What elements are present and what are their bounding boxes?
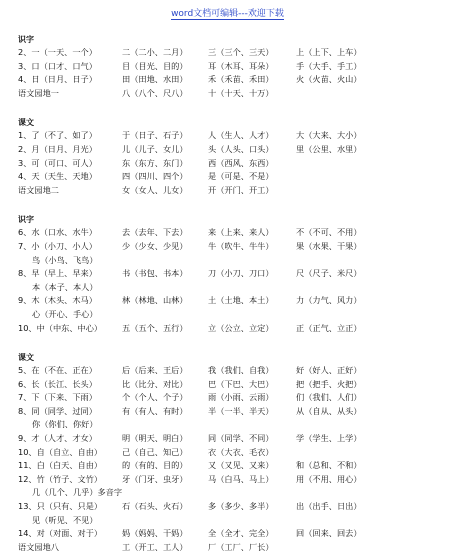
- vocab-entry: 马（白马、马上）: [208, 473, 274, 484]
- vocab-entry: 后（后来、王后）: [122, 365, 188, 376]
- vocab-row: [18, 309, 448, 323]
- vocab-entry: 立（公立、立定）: [208, 322, 274, 333]
- vocab-entry: 八（八个、尺八）: [122, 87, 188, 98]
- vocab-row: [18, 487, 448, 501]
- vocab-entry: 6、长（长江、长头）: [18, 378, 97, 389]
- vocab-entry: 本（本子、本人）: [32, 281, 98, 292]
- vocab-entry: 人（生人、人才）: [208, 130, 274, 141]
- vocab-entry: 3、可（可口、可人）: [18, 157, 97, 168]
- section-title: 识字: [18, 215, 34, 225]
- vocab-entry: 去（去年、下去）: [122, 227, 188, 238]
- vocab-entry: 7、下（下来、下雨）: [18, 392, 97, 403]
- vocab-entry: 有（有人、有时）: [122, 405, 188, 416]
- vocab-row: [18, 74, 448, 88]
- vocab-entry: 比（比分、对比）: [122, 378, 188, 389]
- vocab-row: [18, 185, 448, 199]
- vocab-entry: 见（听见、不见）: [32, 514, 98, 525]
- vocab-entry: 十（十天、十万）: [208, 87, 274, 98]
- vocab-entry: 13、只（只有、只是）: [18, 501, 103, 512]
- vocab-entry: 力（力气、风力）: [296, 295, 362, 306]
- vocab-entry: 好（好人、正好）: [296, 365, 362, 376]
- vocab-entry: 14、对（对面、对于）: [18, 528, 103, 539]
- vocab-entry: 女（女人、儿女）: [122, 184, 188, 195]
- vocab-entry: 来（上来、来人）: [208, 227, 274, 238]
- vocab-entry: 们（我们、人们）: [296, 392, 362, 403]
- vocab-entry: 10、中（中东、中心）: [18, 322, 103, 333]
- vocab-entry: 衣（大衣、毛衣）: [208, 446, 274, 457]
- vocab-row: [18, 158, 448, 172]
- vocab-entry: 6、水（口水、水牛）: [18, 227, 97, 238]
- vocab-entry: 回（回来、回去）: [296, 528, 362, 539]
- vocab-entry: 大（大来、大小）: [296, 130, 362, 141]
- vocab-entry: 禾（禾苗、禾田）: [208, 74, 274, 85]
- vocab-entry: 里（公里、水里）: [296, 143, 362, 154]
- vocab-entry: 刀（小刀、刀口）: [208, 268, 274, 279]
- vocab-entry: 鸟（小鸟、飞鸟）: [32, 254, 98, 265]
- vocab-entry: 东（东方、东门）: [122, 157, 188, 168]
- vocab-entry: 心（开心、手心）: [32, 308, 98, 319]
- vocab-entry: 己（自己、知己）: [122, 446, 188, 457]
- vocab-entry: 把（把手、火把）: [296, 378, 362, 389]
- vocab-entry: 9、木（木头、木马）: [18, 295, 97, 306]
- vocab-entry: 用（不用、用心）: [296, 473, 362, 484]
- vocab-entry: 你（你们、你好）: [32, 419, 98, 430]
- vocab-entry: 果（水果、干果）: [296, 240, 362, 251]
- document-header: [0, 6, 455, 19]
- vocab-entry: 语文园地二: [18, 184, 59, 195]
- vocab-entry: 12、竹（竹子、文竹）: [18, 473, 103, 484]
- vocab-entry: 耳（木耳、耳朵）: [208, 60, 274, 71]
- header-link[interactable]: word文档可编辑---欢迎下载: [171, 9, 284, 19]
- vocab-entry: 手（大手、手工）: [296, 60, 362, 71]
- vocab-row: [18, 501, 448, 515]
- vocab-row: [18, 241, 448, 255]
- vocab-entry: 的（有的、目的）: [122, 460, 188, 471]
- vocab-entry: 同（同学、不同）: [208, 433, 274, 444]
- vocab-entry: 头（人头、口头）: [208, 143, 274, 154]
- vocab-entry: 田（田地、水田）: [122, 74, 188, 85]
- vocab-entry: 巴（下巴、大巴）: [208, 378, 274, 389]
- vocab-row: [18, 515, 448, 529]
- vocab-row: [18, 227, 448, 241]
- vocab-row: [18, 268, 448, 282]
- vocab-entry: 火（火苗、火山）: [296, 74, 362, 85]
- section-gap: [18, 336, 448, 346]
- vocab-entry: 多（多少、多半）: [208, 501, 274, 512]
- vocab-entry: 石（石头、火石）: [122, 501, 188, 512]
- vocab-entry: 五（五个、五行）: [122, 322, 188, 333]
- vocab-entry: 工（开工、工人）: [122, 541, 188, 552]
- vocab-entry: 牙（门牙、虫牙）: [122, 473, 188, 484]
- vocab-row: [18, 528, 448, 542]
- vocab-entry: 学（学生、上学）: [296, 433, 362, 444]
- vocab-entry: 10、自（自立、自由）: [18, 446, 103, 457]
- vocab-row: [18, 447, 448, 461]
- vocab-entry: 从（自从、从头）: [296, 405, 362, 416]
- vocab-entry: 雨（小雨、云雨）: [208, 392, 274, 403]
- vocab-row: [18, 379, 448, 393]
- vocab-entry: 3、口（口才、口气）: [18, 60, 97, 71]
- vocab-entry: 1、了（不了、如了）: [18, 130, 97, 141]
- section-gap: [18, 101, 448, 111]
- vocab-row: [18, 433, 448, 447]
- vocab-entry: 又（又见、又来）: [208, 460, 274, 471]
- vocab-entry: 少（少女、少见）: [122, 240, 188, 251]
- vocab-row: [18, 474, 448, 488]
- vocab-row: [18, 130, 448, 144]
- vocab-entry: 出（出手、日出）: [296, 501, 362, 512]
- vocab-entry: 儿（儿子、女儿）: [122, 143, 188, 154]
- vocab-entry: 4、日（日月、日子）: [18, 74, 97, 85]
- vocab-entry: 半（一半、半天）: [208, 405, 274, 416]
- vocab-row: [18, 171, 448, 185]
- vocab-entry: 11、白（白天、自由）: [18, 460, 103, 471]
- vocab-entry: 语文园地八: [18, 541, 59, 552]
- vocab-row: [18, 47, 448, 61]
- vocab-entry: 正（正气、立正）: [296, 322, 362, 333]
- vocab-row: [18, 295, 448, 309]
- vocab-row: [18, 323, 448, 337]
- vocab-entry: 5、在（不在、正在）: [18, 365, 97, 376]
- vocab-entry: 全（全才、完全）: [208, 528, 274, 539]
- vocab-entry: 几（几个、几乎）多音字: [32, 487, 123, 498]
- vocab-row: [18, 406, 448, 420]
- vocab-entry: 9、才（人才、才女）: [18, 433, 97, 444]
- vocab-row: [18, 88, 448, 102]
- vocab-entry: 是（可是、不是）: [208, 171, 274, 182]
- vocab-entry: 8、同（同学、过同）: [18, 405, 97, 416]
- vocab-entry: 牛（吹牛、牛牛）: [208, 240, 274, 251]
- vocab-row: [18, 392, 448, 406]
- vocab-entry: 明（明天、明白）: [122, 433, 188, 444]
- vocab-entry: 和（总和、不和）: [296, 460, 362, 471]
- vocab-entry: 2、一（一天、一个）: [18, 47, 97, 57]
- vocab-entry: 7、小（小刀、小人）: [18, 240, 97, 251]
- vocab-entry: 妈（妈妈、干妈）: [122, 528, 188, 539]
- vocab-entry: 我（我们、自我）: [208, 365, 274, 376]
- vocab-row: [18, 460, 448, 474]
- vocab-entry: 书（书包、书本）: [122, 268, 188, 279]
- vocab-entry: 厂（工厂、厂长）: [208, 541, 274, 552]
- vocab-entry: 三（三个、三天）: [208, 47, 274, 57]
- section-title: 课文: [18, 353, 34, 363]
- vocab-row: [18, 61, 448, 75]
- vocab-entry: 4、天（天生、天地）: [18, 171, 97, 182]
- vocab-entry: 目（目光、目的）: [122, 60, 188, 71]
- vocab-row: [18, 144, 448, 158]
- vocab-entry: 不（不可、不用）: [296, 227, 362, 238]
- vocab-entry: 西（西风、东西）: [208, 157, 274, 168]
- vocab-entry: 个（个人、个子）: [122, 392, 188, 403]
- vocab-row: [18, 365, 448, 379]
- vocab-row: [18, 282, 448, 296]
- vocab-row: [18, 419, 448, 433]
- vocab-entry: 开（开门、开工）: [208, 184, 274, 195]
- document-body: [18, 28, 448, 555]
- vocab-entry: 土（土地、本土）: [208, 295, 274, 306]
- section-title: 课文: [18, 118, 34, 128]
- vocab-row: [18, 255, 448, 269]
- vocab-entry: 语文园地一: [18, 87, 59, 98]
- vocab-entry: 2、月（日月、月光）: [18, 143, 97, 154]
- vocab-entry: 上（上下、上车）: [296, 47, 362, 57]
- vocab-entry: 四（四川、四个）: [122, 171, 188, 182]
- vocab-entry: 林（林地、山林）: [122, 295, 188, 306]
- vocab-entry: 8、早（早上、早来）: [18, 268, 97, 279]
- section-gap: [18, 198, 448, 208]
- vocab-entry: 二（二小、二月）: [122, 47, 188, 57]
- vocab-entry: 尺（尺子、米尺）: [296, 268, 362, 279]
- section-title: 识字: [18, 35, 34, 44]
- vocab-entry: 于（日子、石子）: [122, 130, 188, 141]
